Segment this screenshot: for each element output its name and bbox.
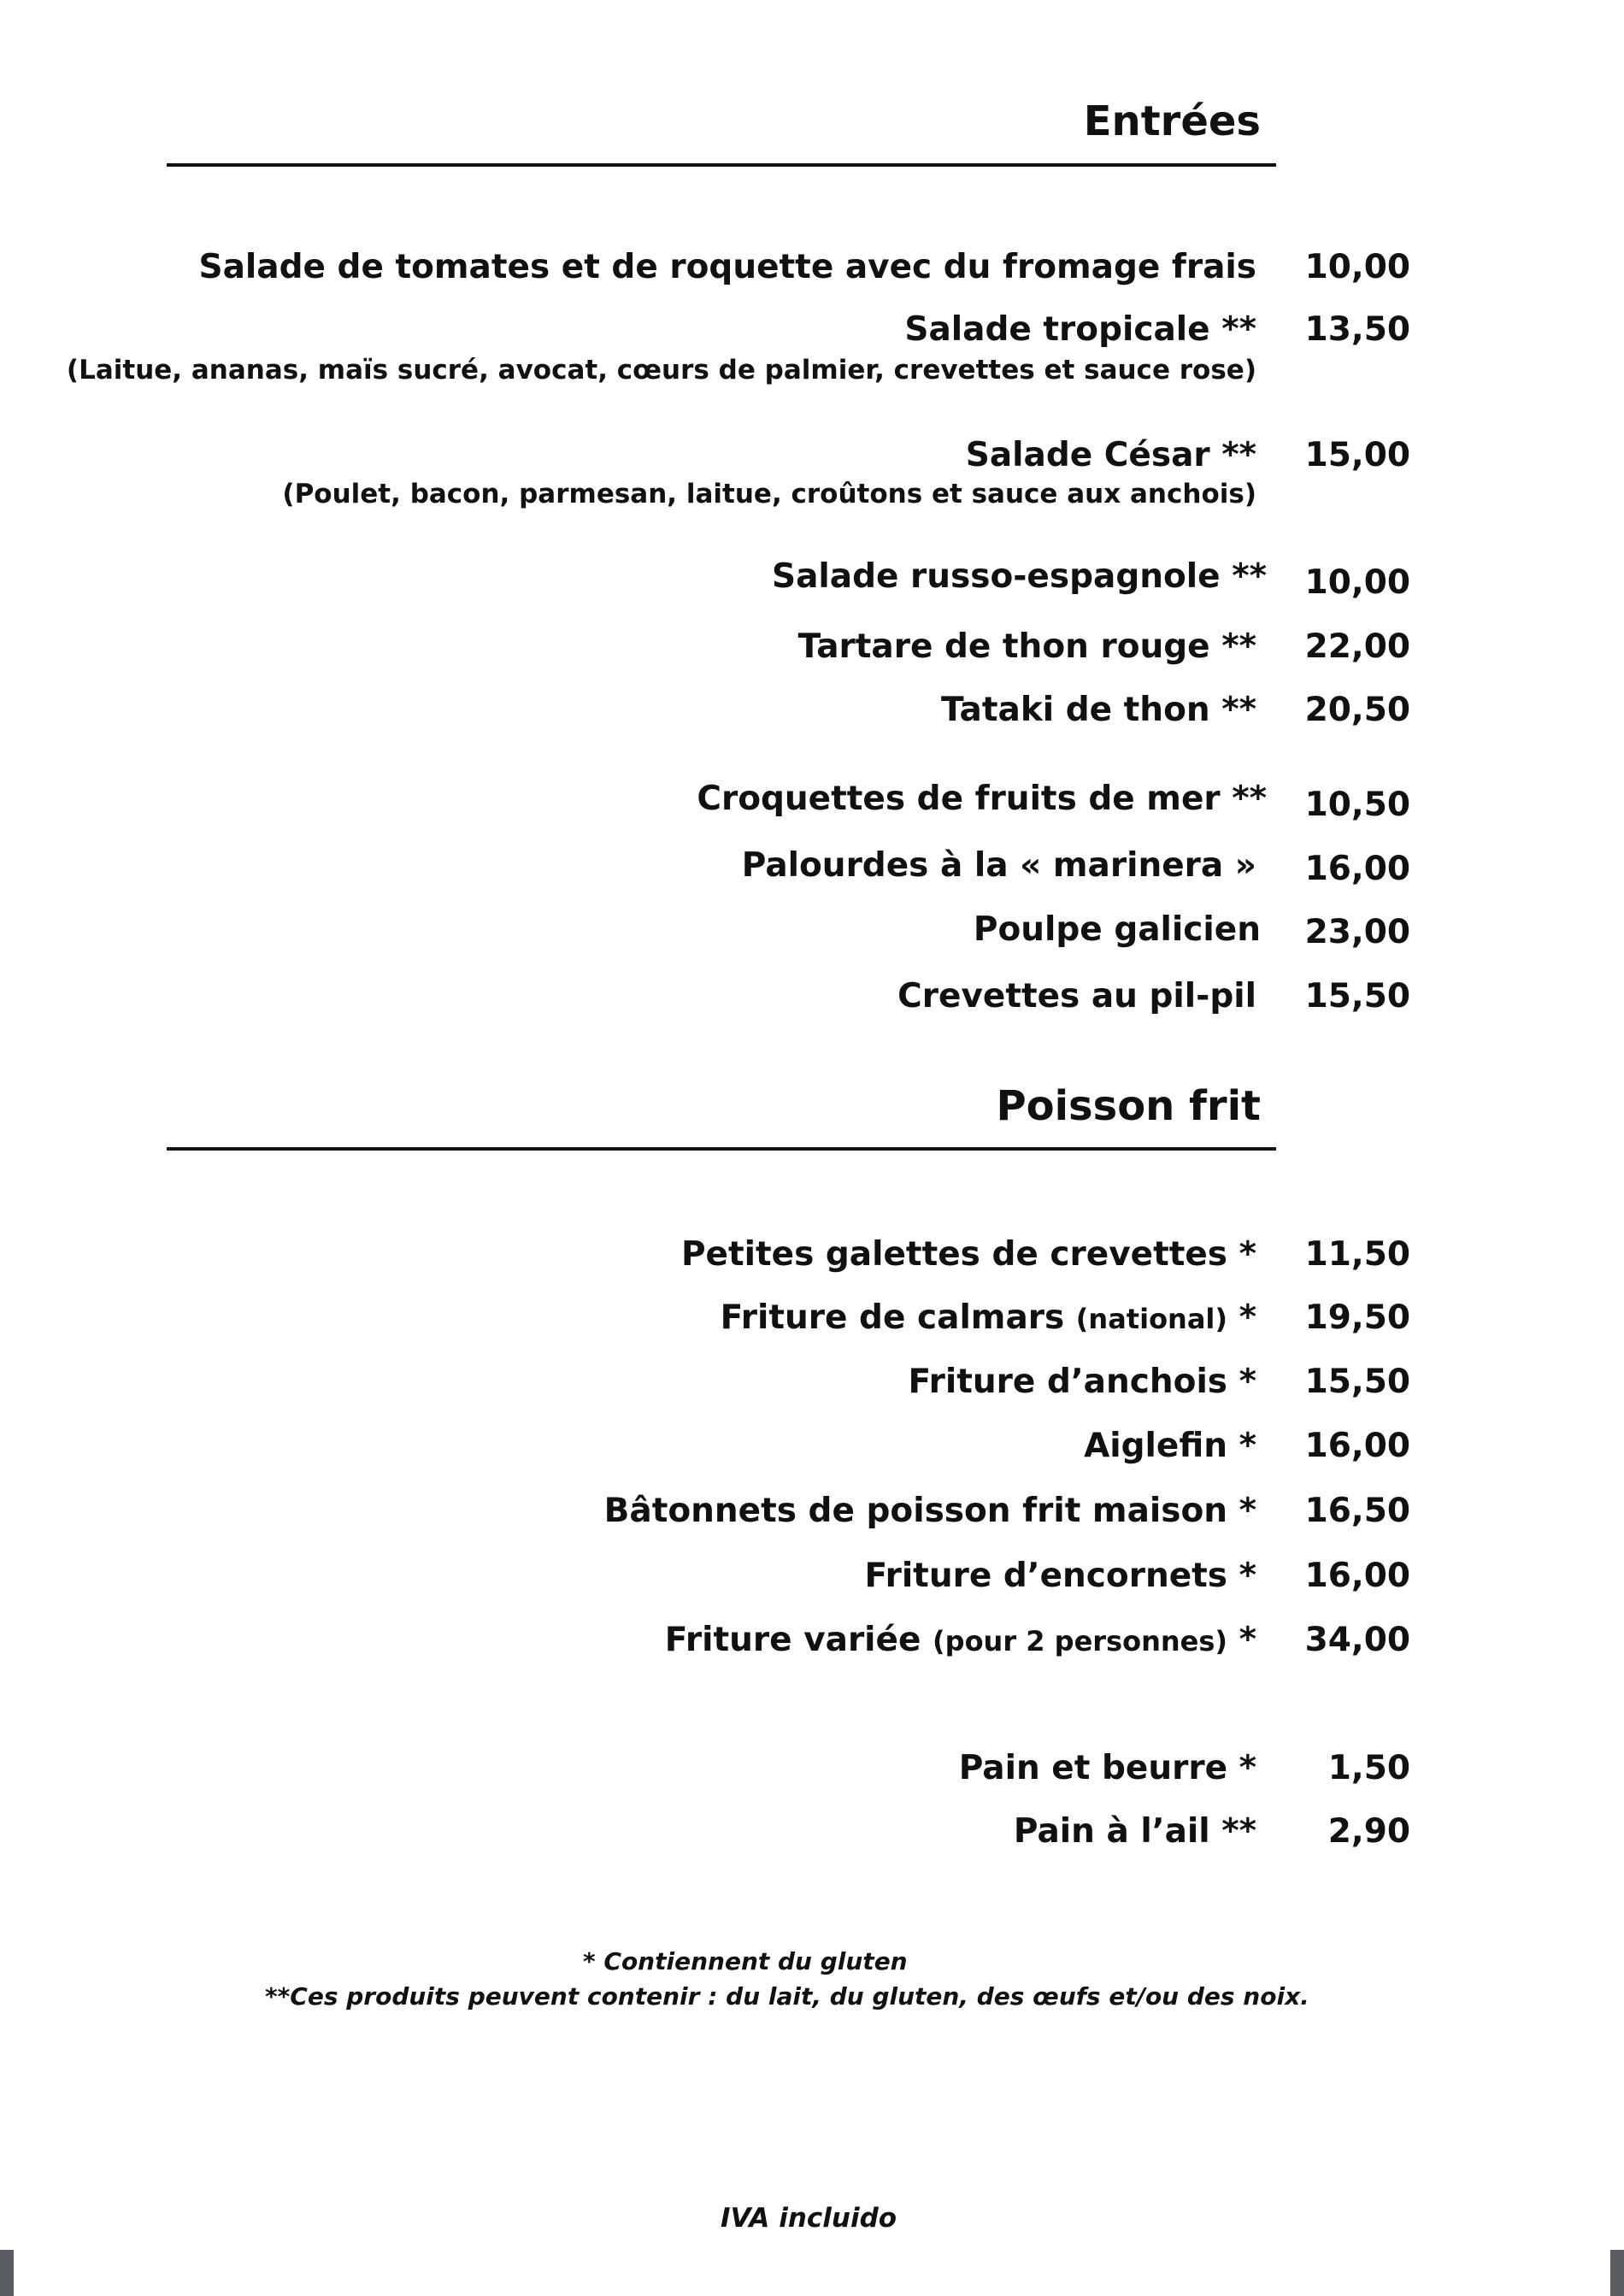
menu-price-salade-cesar: 15,00 bbox=[1304, 436, 1410, 474]
menu-price-friture-encornets: 16,00 bbox=[1304, 1557, 1410, 1595]
menu-item-friture-variee bbox=[665, 1623, 1256, 1657]
menu-price-pain-beurre: 1,50 bbox=[1327, 1749, 1410, 1787]
menu-item-friture-encornets: Friture d’encornets * bbox=[864, 1557, 1256, 1595]
footnote-gluten: * Contiennent du gluten bbox=[583, 1947, 908, 1975]
menu-item-tartare-thon-rouge: Tartare de thon rouge ** bbox=[797, 627, 1256, 666]
menu-price-salade-tropicale: 13,50 bbox=[1304, 310, 1410, 349]
menu-price-friture-calmars: 19,50 bbox=[1304, 1298, 1410, 1337]
menu-item-friture-anchois: Friture d’anchois * bbox=[908, 1363, 1256, 1401]
right-edge-bar bbox=[1610, 2250, 1624, 2296]
menu-item-friture-calmars-suffix: * bbox=[1239, 1298, 1256, 1337]
menu-price-crevettes-pil-pil: 15,50 bbox=[1304, 977, 1410, 1016]
menu-item-pain-beurre: Pain et beurre * bbox=[958, 1749, 1256, 1787]
menu-price-friture-anchois: 15,50 bbox=[1304, 1363, 1410, 1401]
menu-item-friture-variee-name: Friture variée bbox=[664, 1621, 921, 1659]
menu-item-aiglefin: Aiglefin * bbox=[1084, 1427, 1256, 1465]
menu-price-batonnets-poisson: 16,50 bbox=[1304, 1492, 1410, 1530]
menu-item-croquettes: Croquettes de fruits de mer ** bbox=[697, 780, 1267, 818]
menu-item-friture-variee-note: (pour 2 personnes) bbox=[933, 1625, 1228, 1657]
menu-price-friture-variee: 34,00 bbox=[1304, 1621, 1410, 1659]
menu-price-petites-galettes: 11,50 bbox=[1304, 1235, 1410, 1274]
menu-price-tartare-thon-rouge: 22,00 bbox=[1304, 627, 1410, 666]
menu-item-friture-calmars bbox=[720, 1298, 1256, 1337]
section-divider-poisson-frit bbox=[167, 1147, 1276, 1151]
menu-price-salade-tomates: 10,00 bbox=[1304, 248, 1410, 286]
section-title-poisson-frit: Poisson frit bbox=[996, 1082, 1261, 1130]
menu-price-tataki-thon: 20,50 bbox=[1304, 691, 1410, 729]
menu-price-croquettes: 10,50 bbox=[1304, 786, 1410, 824]
menu-item-poulpe-galicien: Poulpe galicien bbox=[973, 910, 1261, 949]
menu-item-salade-tropicale: Salade tropicale ** bbox=[904, 310, 1256, 349]
tax-note: IVA incluido bbox=[721, 2203, 897, 2234]
menu-description-salade-tropicale: (Laitue, ananas, maïs sucré, avocat, cœurs de palmier, crevettes et sauce rose) bbox=[66, 355, 1256, 386]
menu-price-aiglefin: 16,00 bbox=[1304, 1427, 1410, 1465]
menu-item-petites-galettes: Petites galettes de crevettes * bbox=[680, 1235, 1256, 1274]
menu-item-palourdes: Palourdes à la « marinera » bbox=[741, 846, 1256, 885]
menu-item-batonnets-poisson: Bâtonnets de poisson frit maison * bbox=[603, 1492, 1256, 1530]
menu-price-pain-ail: 2,90 bbox=[1327, 1812, 1410, 1851]
menu-item-friture-calmars-note: (national) bbox=[1075, 1303, 1228, 1335]
menu-description-salade-cesar: (Poulet, bacon, parmesan, laitue, croûtons et sauce aux anchois) bbox=[282, 479, 1256, 509]
menu-item-salade-cesar: Salade César ** bbox=[965, 436, 1256, 474]
menu-price-poulpe-galicien: 23,00 bbox=[1304, 913, 1410, 951]
menu-item-tataki-thon: Tataki de thon ** bbox=[940, 691, 1256, 729]
menu-item-crevettes-pil-pil: Crevettes au pil-pil bbox=[897, 977, 1256, 1016]
footnote-allergens: **Ces produits peuvent contenir : du lait, du gluten, des œufs et/ou des noix. bbox=[265, 1982, 1309, 2010]
menu-price-palourdes: 16,00 bbox=[1304, 850, 1410, 888]
menu-item-pain-ail: Pain à l’ail ** bbox=[1013, 1812, 1256, 1851]
menu-item-friture-calmars-name: Friture de calmars bbox=[720, 1298, 1065, 1337]
menu-item-friture-variee-suffix: * bbox=[1239, 1621, 1256, 1659]
menu-item-salade-tomates: Salade de tomates et de roquette avec du fromage frais bbox=[198, 248, 1256, 286]
left-edge-bar bbox=[0, 2250, 14, 2296]
section-title-entrees: Entrées bbox=[1083, 97, 1261, 145]
section-divider-entrees bbox=[167, 163, 1276, 167]
menu-item-salade-russo-espagnole: Salade russo-espagnole ** bbox=[771, 557, 1267, 596]
menu-price-salade-russo-espagnole: 10,00 bbox=[1304, 563, 1410, 602]
